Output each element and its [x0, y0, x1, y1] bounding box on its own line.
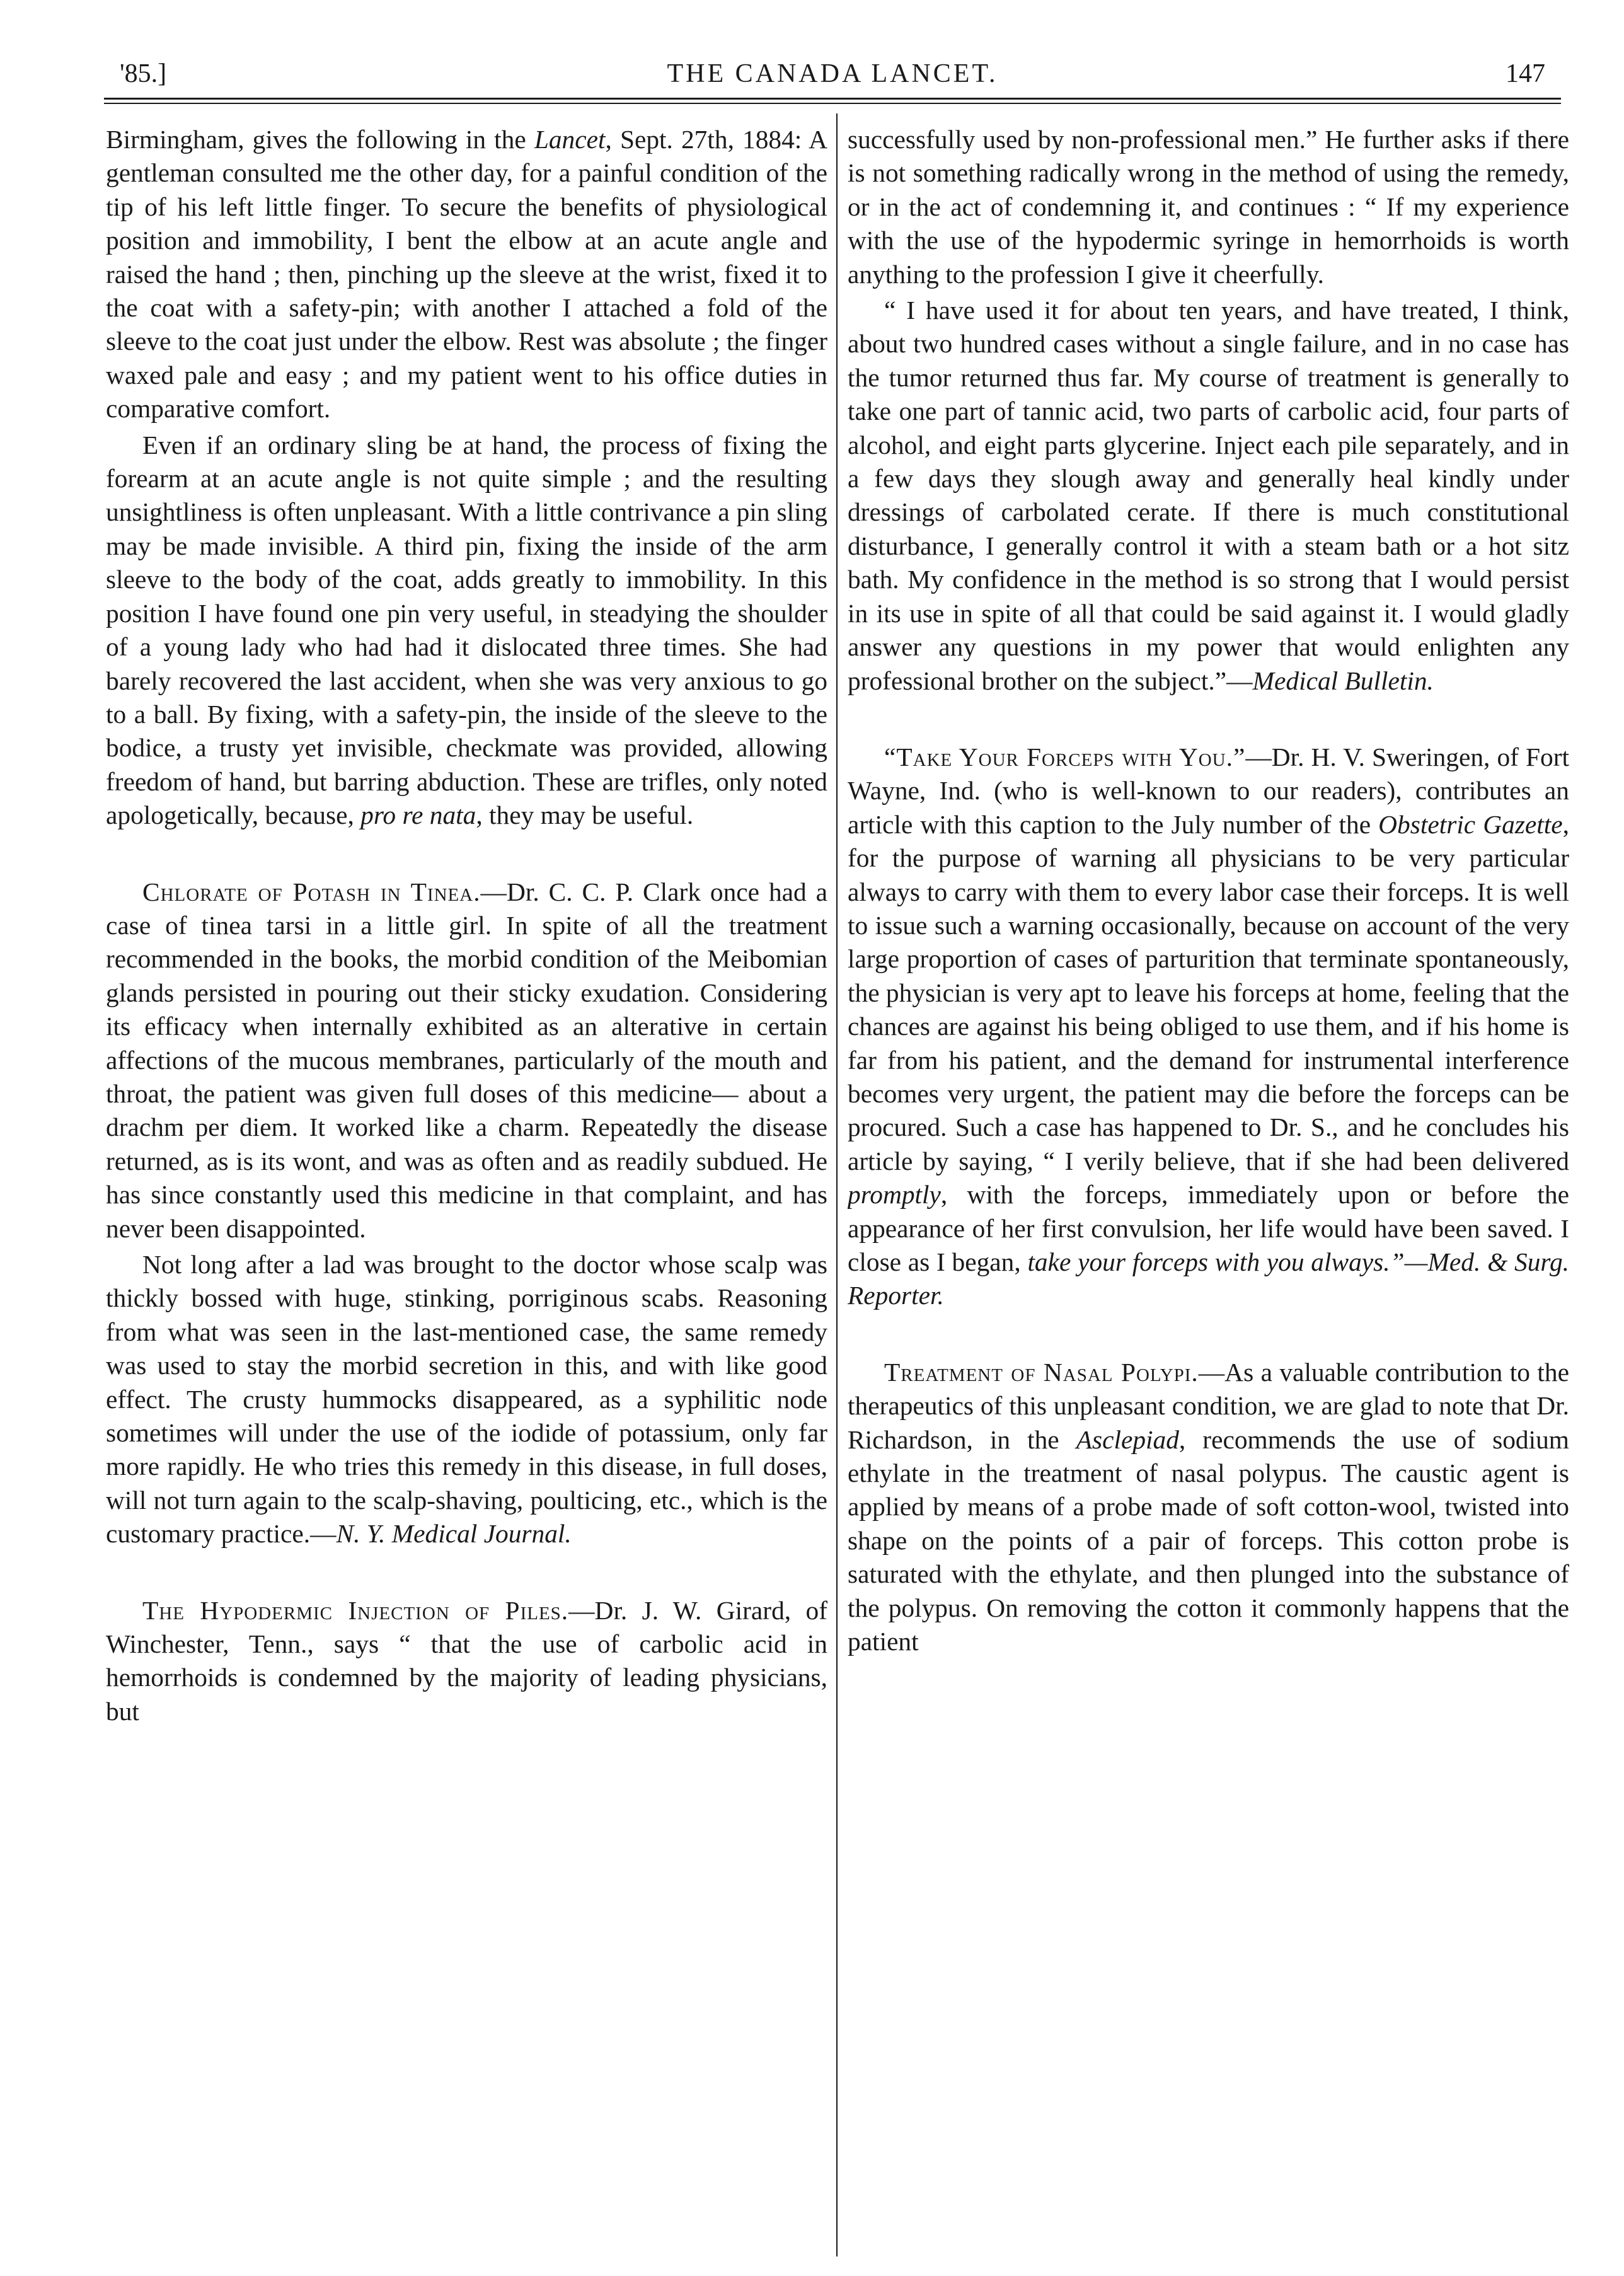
text: , recommends the use of sodium ethylate in the treatment of nasal polypus. The caustic agent is applied by means of a probe made of soft cotton-wool, twisted into shape on the points of a pair of forceps. This cotton probe is saturated with the ethylate, and then plunged into the substance of the polypus. On removing the cotton it commonly happens that the patient	[848, 1424, 1569, 1656]
header-rule-bottom	[104, 103, 1561, 104]
source-citation: take your forceps with you always.”—Med. & Surg. Reporter.	[848, 1247, 1569, 1310]
journal-title: THE CANADA LANCET.	[667, 59, 998, 88]
article-heading: “Take Your Forceps with You.”	[884, 742, 1246, 771]
article-chlorate-potash-paragraph-2	[106, 1248, 827, 1551]
text: , for the purpose of warning all physicians to be very particular always to carry with them to every labor case their forceps. It is well to issue such a warning occasionally, because on account of the very large proportion of cases of parturition that terminate spontaneously, the physician is very apt to leave his forceps at home, feeling that the chances are against his being obliged to use them, and if his home is far from his patient, and the demand for instrumental interference becomes very urgent, the patient may die before the forceps can be procured. Such a case has happened to Dr. S., and he concludes his article by saying, “ I verily believe, that if she had been delivered	[848, 809, 1569, 1176]
text: Even if an ordinary sling be at hand, the process of fixing the forearm at an acute angle is not quite simple ; and the resulting unsightliness is often unpleasant. With a little contrivance a pin sling may be made invisible. A third pin, fixing the inside of the arm sleeve to the body of the coat, adds greatly to immobility. In this position I have found one pin very useful, in steadying the shoulder of a young lady who had had it dislocated three times. She had barely recovered the last accident, when she was very anxious to go to a ball. By fixing, with a safety-pin, the inside of the sleeve to the bodice, a trusty yet invisible, checkmate was provided, allowing freedom of hand, but barring abduction. These are trifles, only noted apologetically, because,	[106, 430, 827, 830]
text: “ I have used it for about ten years, and have treated, I think, about two hundred cases without a single failure, and in no case has the tumor returned thus far. My course of treatment is generally to take one part of tannic acid, two parts of carbolic acid, four parts of alcohol, and eight parts glycerine. Inject each pile separately, and in a few days they slough away and generally heal kindly under dressings of carbolated cerate. If there is much constitutional disturbance, I generally control it with a steam bath or a hot sitz bath. My confidence in the method is so strong that I would persist in its use in spite of all that could be said against it. I would gladly answer any questions in my power that would enlighten any professional brother on the subject.”—	[848, 296, 1569, 695]
text: Not long after a lad was brought to the doctor whose scalp was thickly bossed with huge, stinking, porriginous scabs. Reasoning from what was seen in the last-mentioned case, the same remedy was used to stay the morbid secretion in this, and with like good effect. The crusty hummocks disappeared, as a syphilitic node sometimes will under the use of the iodide of potassium, only far more rapidly. He who tries this remedy in this disease, in full doses, will not turn again to the scalp-shaving, poulticing, etc., which is the customary practice.—	[106, 1250, 827, 1549]
article-nasal-polypi	[848, 1356, 1569, 1659]
emphasis: promptly	[848, 1180, 941, 1210]
header-rule-top	[104, 98, 1561, 100]
text: , Sept. 27th, 1884: A gentleman consulted me the other day, for a painful condition of the tip of his left little finger. To secure the benefits of physiological position and immobility, I bent the elbow at an acute angle and raised the hand ; then, pinching up the sleeve at the wrist, fixed it to the coat with a safety-pin; with another I attached a fold of the sleeve to the coat just under the elbow. Rest was absolute ; the finger waxed pale and easy ; and my patient went to his office duties in comparative comfort.	[106, 125, 827, 424]
page-number: 147	[1506, 59, 1545, 88]
article-heading: Treatment of Nasal Polypi.	[884, 1357, 1199, 1387]
text: —Dr. J. W. Girard, of Winchester, Tenn., says “ that the use of carbolic acid in hemorrhoids is condemned by the majority of leading physicians, but	[106, 1595, 827, 1726]
column-divider	[836, 113, 838, 2256]
article-hypodermic-piles-paragraph-2	[848, 294, 1569, 698]
text: Birmingham, gives the following in the	[106, 125, 534, 154]
article-heading: The Hypodermic Injection of Piles.	[142, 1595, 569, 1625]
article-pin-sling-paragraph-1	[106, 123, 827, 426]
journal-name: Lancet	[534, 125, 606, 154]
right-column	[848, 123, 1569, 2253]
text: successfully used by non-professional men.” He further asks if there is not something radically wrong in the method of using the remedy, or in the act of condemning it, and continues : “ If my experience with the use of the hypodermic syringe in hemorrhoids is worth anything to the profession I give it cheerfully.	[848, 125, 1569, 289]
article-hypodermic-piles	[106, 1594, 827, 1729]
journal-name: Asclepiad	[1076, 1424, 1179, 1454]
article-pin-sling-paragraph-2	[106, 429, 827, 833]
text: , with the forceps, immediately upon or before the appearance of her first convulsion, her life would have been saved. I close as I began,	[848, 1180, 1569, 1276]
source-citation: N. Y. Medical Journal.	[336, 1519, 572, 1549]
left-column	[106, 123, 827, 2253]
article-heading: Chlorate of Potash in Tinea.	[142, 877, 481, 906]
article-take-your-forceps	[848, 741, 1569, 1313]
text: —Dr. H. V. Sweringen, of Fort Wayne, Ind. (who is well-known to our readers), contributes an article with this caption to the July number of the	[848, 742, 1569, 839]
text: —As a valuable contribution to the therapeutics of this unpleasant condition, we are glad to note that Dr. Richardson, in the	[848, 1357, 1569, 1454]
header-year: '85.]	[120, 59, 167, 88]
source-citation: Medical Bulletin.	[1252, 666, 1434, 695]
article-hypodermic-piles-continued	[848, 123, 1569, 291]
text: , they may be useful.	[476, 800, 694, 830]
article-chlorate-potash	[106, 875, 827, 1245]
journal-name: Obstetric Gazette	[1378, 809, 1563, 839]
page-header	[120, 52, 1545, 96]
text: —Dr. C. C. P. Clark once had a case of tinea tarsi in a little girl. In spite of all the treatment recommended in the books, the morbid condition of the Meibomian glands persisted in pouring out their sticky exudation. Considering its efficacy when internally exhibited as an alterative in certain affections of the mucous membranes, particularly of the mouth and throat, the patient was given full doses of this medicine— about a drachm per diem. It worked like a charm. Repeatedly the disease returned, as is its wont, and was as often and as readily subdued. He has since constantly used this medicine in that complaint, and has never been disappointed.	[106, 877, 827, 1243]
latin-phrase: pro re nata	[360, 800, 476, 830]
